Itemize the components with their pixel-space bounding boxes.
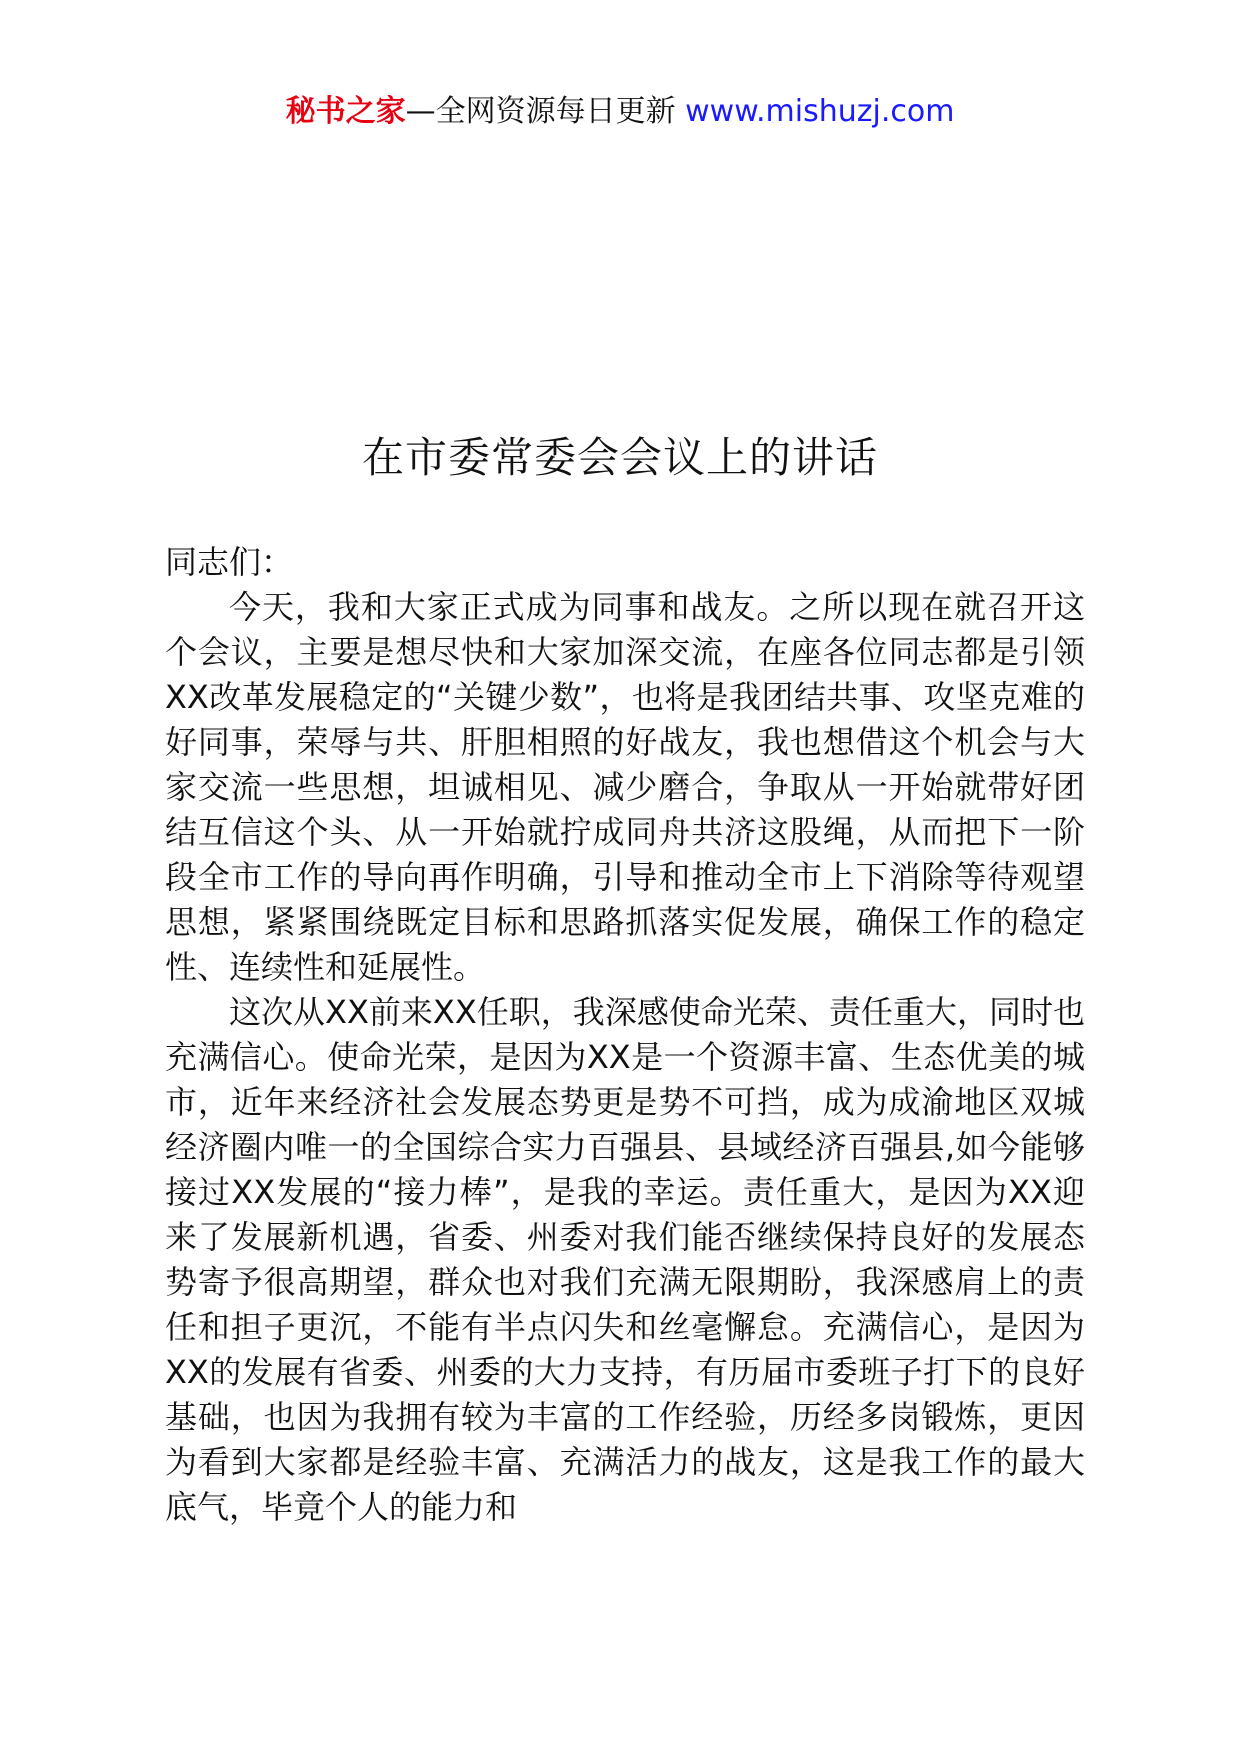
document-body	[165, 540, 1085, 1530]
site-header	[0, 92, 1240, 132]
paragraph-2: 这次从XX前来XX任职，我深感使命光荣、责任重大，同时也充满信心。使命光荣，是因为XX是一个资源丰富、生态优美的城市，近年来经济社会发展态势更是势不可挡，成为成渝地区双城经济圈内唯一的全国综合实力百强县、县域经济百强县,如今能够接过XX发展的“接力棒”，是我的幸运。责任重大，是因为XX迎来了发展新机遇，省委、州委对我们能否继续保持良好的发展态势寄予很高期望，群众也对我们充满无限期盼，我深感肩上的责任和担子更沉，不能有半点闪失和丝毫懈怠。充满信心，是因为XX的发展有省委、州委的大力支持，有历届市委班子打下的良好基础，也因为我拥有较为丰富的工作经验，历经多岗锻炼，更因为看到大家都是经验丰富、充满活力的战友，这是我工作的最大底气，毕竟个人的能力和	[165, 993, 1085, 1526]
paragraph-1: 今天，我和大家正式成为同事和战友。之所以现在就召开这个会议，主要是想尽快和大家加深交流，在座各位同志都是引领XX改革发展稳定的“关键少数”，也将是我团结共事、攻坚克难的好同事，荣辱与共、肝胆相照的好战友，我也想借这个机会与大家交流一些思想，坦诚相见、减少磨合，争取从一开始就带好团结互信这个头、从一开始就拧成同舟共济这股绳，从而把下一阶段全市工作的导向再作明确，引导和推动全市上下消除等待观望思想，紧紧围绕既定目标和思路抓落实促发展，确保工作的稳定性、连续性和延展性。	[165, 588, 1085, 986]
salutation: 同志们：	[165, 543, 294, 581]
site-url-link[interactable]: www.mishuzj.com	[685, 94, 955, 129]
brand-name: 秘书之家	[285, 94, 406, 129]
document-title: 在市委常委会会议上的讲话	[361, 433, 878, 482]
header-tagline: —全网资源每日更新	[405, 94, 676, 129]
